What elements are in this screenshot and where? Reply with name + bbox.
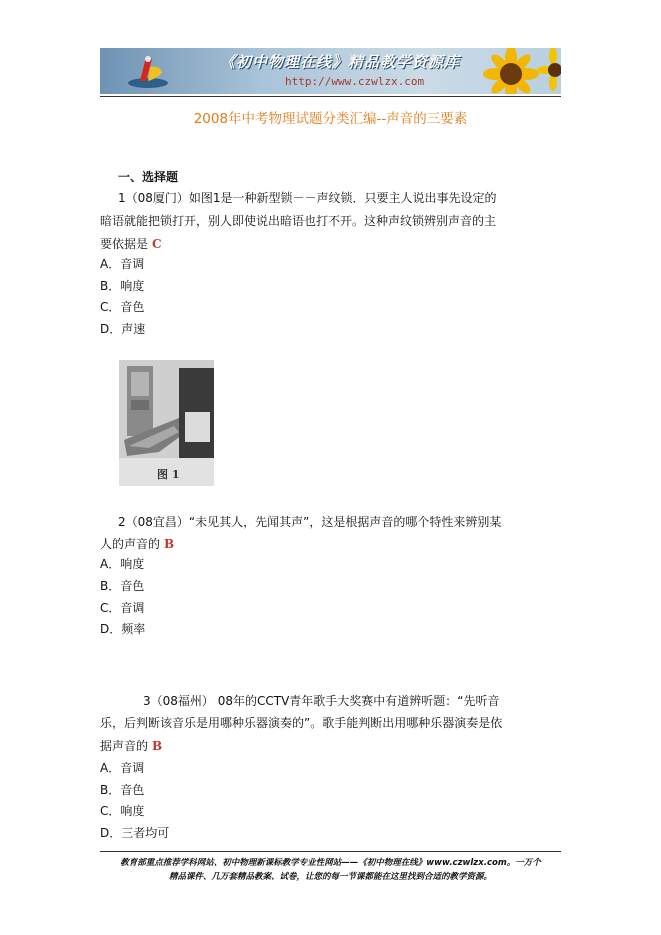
- figure-1-voiceprint-lock: [119, 360, 214, 486]
- question-2-answer: B: [164, 537, 175, 551]
- footer-line-2: 精品课件、几万套精品教案、试卷，让您的每一节课都能在这里找到合适的教学资源。: [168, 872, 492, 882]
- q3-option-c: C．响度: [100, 804, 145, 818]
- question-2-line-2: [100, 537, 174, 552]
- question-1-line-2: 暗语就能把锁打开，别人即使说出暗语也打不开。这种声纹锁辨别声音的主: [100, 214, 497, 228]
- header-banner: [100, 48, 561, 94]
- banner-url: http://www.czwlzx.com: [285, 75, 425, 88]
- question-1-stem-end: 要依据是: [100, 237, 149, 251]
- q3-option-b: B．音色: [100, 783, 145, 797]
- page-title: 2008年中考物理试题分类汇编--声音的三要素: [193, 111, 468, 127]
- q1-option-c: C．音色: [100, 300, 145, 314]
- footer-line-1: 教育部重点推荐学科网站、初中物理新课标教学专业性网站——《初中物理在线》www.czwlzx.com。一万个: [120, 858, 541, 868]
- question-1-line-1: 1（08厦门）如图1是一种新型锁－－声纹锁．只要主人说出事先设定的: [118, 191, 497, 205]
- q1-option-a: A．音调: [100, 257, 145, 271]
- footer-rule: [100, 851, 561, 852]
- question-3-line-1: 3（08福州） 08年的CCTV青年歌手大奖赛中有道辨听题：“先听音: [143, 694, 500, 708]
- sunflower-icon: [471, 48, 561, 94]
- q3-option-d: D．三者均可: [100, 826, 170, 840]
- q2-option-a: A．响度: [100, 557, 145, 571]
- question-1-answer: C: [152, 237, 162, 251]
- q1-option-b: B．响度: [100, 279, 145, 293]
- question-3-answer: B: [152, 739, 163, 753]
- question-1-line-3: [100, 237, 162, 252]
- q3-option-a: A．音调: [100, 761, 145, 775]
- question-2-stem-end: 人的声音的: [100, 537, 161, 551]
- question-2-line-1: 2（08宜昌）“未见其人，先闻其声”，这是根据声音的哪个特性来辨别某: [118, 515, 502, 529]
- question-3-line-3: [100, 739, 162, 754]
- site-logo-icon: [126, 53, 170, 89]
- question-3-stem-end: 据声音的: [100, 739, 149, 753]
- q2-option-d: D．频率: [100, 622, 146, 636]
- question-3-line-2: 乐，后判断该音乐是用哪种乐器演奏的”。歌手能判断出用哪种乐器演奏是依: [100, 716, 503, 730]
- q2-option-c: C．音调: [100, 601, 145, 615]
- figure-1-caption: 图 1: [157, 468, 180, 481]
- section-heading: 一、选择题: [118, 170, 179, 184]
- banner-title: 《初中物理在线》精品教学资源库: [220, 53, 461, 71]
- q2-option-b: B．音色: [100, 579, 145, 593]
- header-rule: [100, 96, 561, 97]
- q1-option-d: D．声速: [100, 322, 146, 336]
